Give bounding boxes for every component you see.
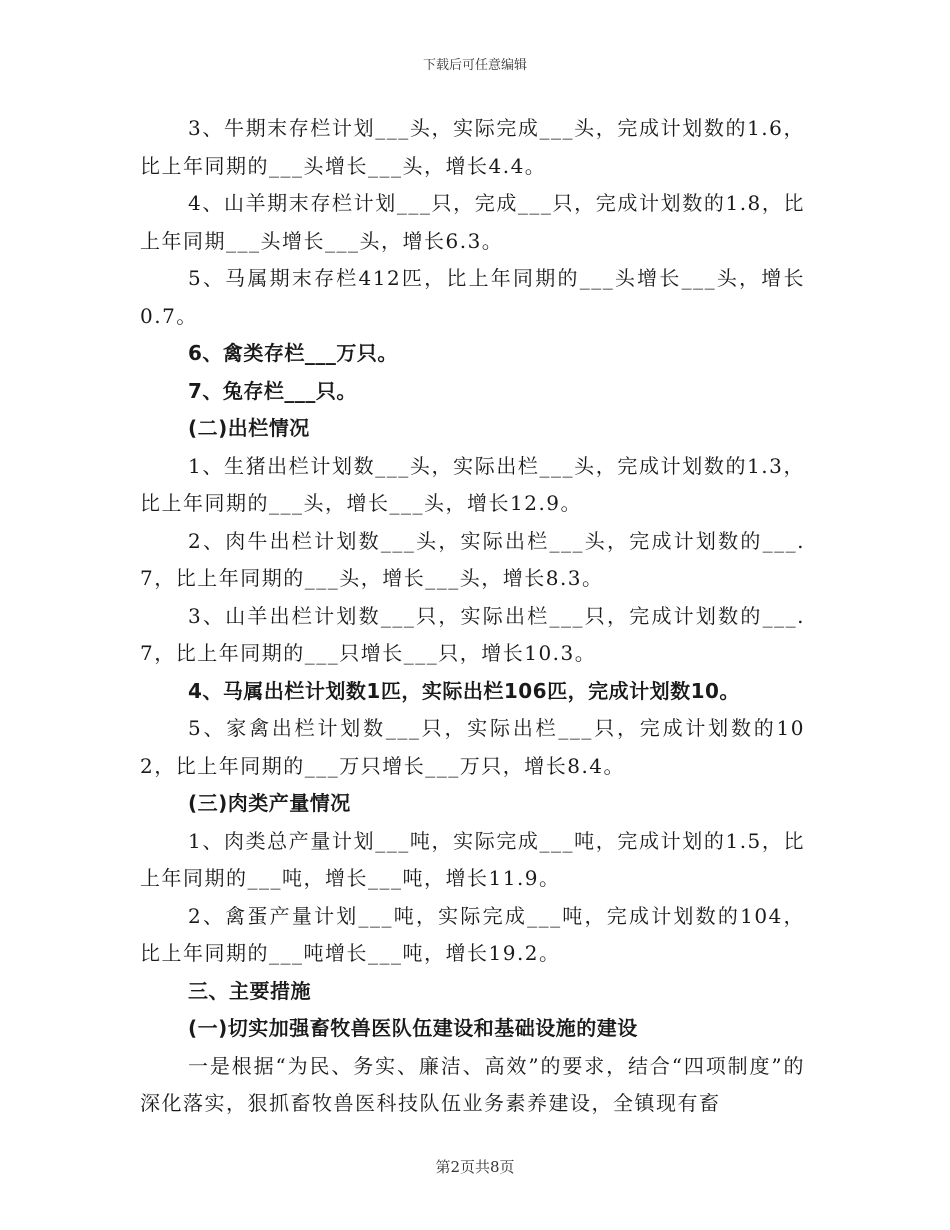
paragraph: 4、山羊期末存栏计划___只，完成___只，完成计划数的1.8，比上年同期___头增长___头，增长6.3。 xyxy=(140,191,805,253)
section-heading: (三)肉类产量情况 xyxy=(188,791,351,815)
chapter-heading: 三、主要措施 xyxy=(188,978,311,1003)
page-header: 下载后可任意编辑 xyxy=(422,58,527,73)
paragraph: 2、肉牛出栏计划数___头，实际出栏___头，完成计划数的___.7，比上年同期的___头，增长___头，增长8.3。 xyxy=(140,528,805,590)
paragraph: 1、肉类总产量计划___吨，实际完成___吨，完成计划的1.5，比上年同期的___吨，增长___吨，增长11.9。 xyxy=(140,828,805,890)
document-body xyxy=(140,110,805,1123)
page-footer: 第2页共8页 xyxy=(435,1158,515,1176)
paragraph: 3、山羊出栏计划数___只，实际出栏___只，完成计划数的___.7，比上年同期的___只增长___只，增长10.3。 xyxy=(140,603,805,665)
section-heading: (一)切实加强畜牧兽医队伍建设和基础设施的建设 xyxy=(188,1016,638,1040)
paragraph-bold: 4、马属出栏计划数1匹，实际出栏106匹，完成计划数10。 xyxy=(188,678,740,703)
paragraph-bold: 6、禽类存栏___万只。 xyxy=(188,341,398,365)
paragraph: 1、生猪出栏计划数___头，实际出栏___头，完成计划数的1.3，比上年同期的___头，增长___头，增长12.9。 xyxy=(140,453,805,515)
paragraph: 一是根据“为民、务实、廉洁、高效”的要求，结合“四项制度”的深化落实，狠抓畜牧兽医科技队伍业务素养建设，全镇现有畜 xyxy=(140,1053,805,1115)
section-heading: (二)出栏情况 xyxy=(188,416,310,440)
paragraph: 5、马属期末存栏412匹，比上年同期的___头增长___头，增长0.7。 xyxy=(140,266,805,328)
paragraph: 5、家禽出栏计划数___只，实际出栏___只，完成计划数的102，比上年同期的___万只增长___万只，增长8.4。 xyxy=(140,716,805,778)
paragraph: 3、牛期末存栏计划___头，实际完成___头，完成计划数的1.6，比上年同期的___头增长___头，增长4.4。 xyxy=(140,116,805,178)
paragraph: 2、禽蛋产量计划___吨，实际完成___吨，完成计划数的104，比上年同期的___吨增长___吨，增长19.2。 xyxy=(140,903,805,965)
paragraph-bold: 7、兔存栏___只。 xyxy=(188,378,357,403)
